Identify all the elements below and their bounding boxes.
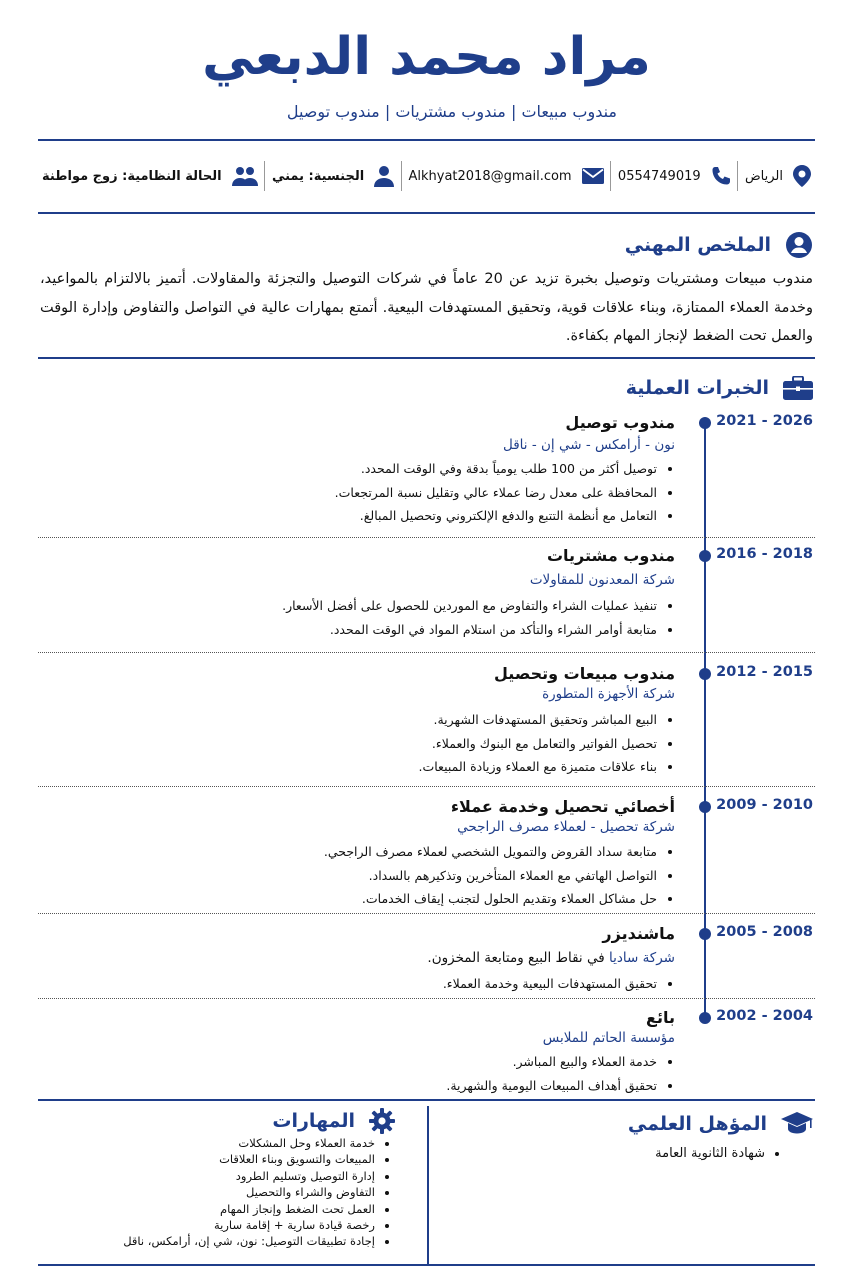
list-item: • بناء علاقات متميزة مع العملاء وزيادة المبيعات.: [419, 755, 658, 779]
footer-rule: [38, 1264, 815, 1266]
job-title: ماشنديزر: [602, 924, 675, 943]
resume-header: [0, 22, 853, 92]
skills-list: [96, 1135, 393, 1250]
column-divider: [427, 1106, 429, 1264]
job-years: 2016 - 2018: [716, 546, 813, 562]
job-bullets: [443, 972, 675, 996]
job-company-detail: في نقاط البيع ومتابعة المخزون.: [427, 950, 609, 966]
list-item: • متابعة سداد القروض والتمويل الشخصي لعملاء مصرف الراجحي.: [324, 840, 657, 864]
list-item: • إدارة التوصيل وتسليم الطرود: [96, 1168, 375, 1184]
contact-marital-status: الحالة النظامية: زوج مواطنة: [38, 166, 262, 186]
job-years: 2002 - 2004: [716, 1008, 813, 1024]
entry-separator: [38, 913, 815, 914]
entry-separator: [38, 786, 815, 787]
summary-rule: [38, 357, 815, 359]
job-bullets: [282, 594, 675, 641]
job-years: 2009 - 2010: [716, 797, 813, 813]
contact-divider: [610, 161, 611, 191]
job-bullets: [324, 840, 675, 911]
list-item: • خدمة العملاء والبيع المباشر.: [446, 1050, 657, 1074]
summary-text: مندوب مبيعات ومشتريات وتوصيل بخبرة تزيد عن 20 عاماً في شركات التوصيل والتجزئة والمقاولات. أتميز بالالتزام بالمواعيد، وخدمة العملاء الممتازة، وبناء علاقات قوية، وتحقيق المستهدفات البيعية. أتمتع بمهارات عالية في التواصل والتفاوض وإدارة الوقت والعمل تحت الضغط لإنجاز المهام بكفاءة.: [40, 271, 814, 344]
job-title: مندوب مبيعات وتحصيل: [494, 664, 675, 683]
group-icon: [232, 166, 258, 186]
person-icon: [374, 165, 394, 187]
list-item: • التفاوض والشراء والتحصيل: [96, 1184, 375, 1200]
experience-rule: [38, 1099, 815, 1101]
briefcase-icon: [783, 376, 813, 400]
timeline-dot: [699, 668, 711, 680]
list-item: • تحصيل الفواتير والتعامل مع البنوك والعملاء.: [419, 732, 658, 756]
list-item: • التعامل مع أنظمة التتبع والدفع الإلكتروني وتحصيل المبالغ.: [335, 504, 657, 528]
envelope-icon: [582, 168, 604, 184]
list-item: • توصيل أكثر من 100 طلب يومياً بدقة وفي الوقت المحدد.: [335, 457, 657, 481]
job-company: نون - أرامكس - شي إن - ناقل: [503, 437, 675, 453]
list-item: • خدمة العملاء وحل المشكلات: [96, 1135, 375, 1151]
list-item: • متابعة أوامر الشراء والتأكد من استلام المواد في الوقت المحدد.: [282, 618, 657, 642]
list-item: • رخصة قيادة سارية + إقامة سارية: [96, 1217, 375, 1233]
job-company: شركة تحصيل - لعملاء مصرف الراجحي: [457, 819, 675, 835]
job-bullets: [335, 457, 675, 528]
contact-bar: [38, 156, 815, 196]
list-item: • البيع المباشر وتحقيق المستهدفات الشهرية.: [419, 708, 658, 732]
job-company: شركة ساديا: [608, 950, 675, 966]
timeline-dot: [699, 417, 711, 429]
user-circle-icon: [785, 231, 813, 259]
job-company: شركة المعدنون للمقاولات: [529, 572, 675, 588]
timeline-dot: [699, 801, 711, 813]
list-item: • حل مشاكل العملاء وتقديم الحلول لتجنب إيقاف الخدمات.: [324, 887, 657, 911]
phone-icon: [711, 166, 731, 186]
entry-separator: [38, 652, 815, 653]
contact-phone: 0554749019: [614, 166, 735, 186]
list-item: • شهادة الثانوية العامة: [655, 1146, 765, 1161]
job-company-line: [427, 950, 675, 966]
entry-separator: [38, 998, 815, 999]
list-item: • المبيعات والتسويق وبناء العلاقات: [96, 1151, 375, 1167]
job-company: شركة الأجهزة المتطورة: [542, 686, 675, 702]
list-item: • تحقيق أهداف المبيعات اليومية والشهرية.: [446, 1074, 657, 1098]
job-bullets: [419, 708, 676, 779]
timeline-dot: [699, 1012, 711, 1024]
list-item: • تنفيذ عمليات الشراء والتفاوض مع الموردين للحصول على أفضل الأسعار.: [282, 594, 657, 618]
contact-divider: [737, 161, 738, 191]
graduation-cap-icon: [781, 1112, 813, 1136]
contact-location: الرياض: [741, 165, 815, 187]
job-title: أخصائي تحصيل وخدمة عملاء: [450, 797, 675, 816]
summary-heading: الملخص المهني: [625, 231, 813, 259]
location-pin-icon: [793, 165, 811, 187]
list-item: • تحقيق المستهدفات البيعية وخدمة العملاء.: [443, 972, 657, 996]
contact-rule: [38, 212, 815, 214]
candidate-name: مراد محمد الدبعي: [202, 27, 651, 87]
gear-icon: [369, 1108, 395, 1134]
contact-email: Alkhyat2018@gmail.com: [404, 168, 607, 184]
job-title: مندوب مشتريات: [546, 546, 675, 565]
education-heading: المؤهل العلمي: [628, 1112, 813, 1136]
header-rule: [38, 139, 815, 141]
skills-heading: المهارات: [272, 1108, 395, 1134]
job-years: 2005 - 2008: [716, 924, 813, 940]
contact-divider: [264, 161, 265, 191]
list-item: • العمل تحت الضغط وإنجاز المهام: [96, 1201, 375, 1217]
experience-heading: الخبرات العملية: [626, 376, 813, 400]
list-item: • إجادة تطبيقات التوصيل: نون، شي إن، أرامكس، ناقل: [96, 1233, 375, 1249]
job-years: 2021 - 2026: [716, 413, 813, 429]
job-company: مؤسسة الحاتم للملابس: [542, 1030, 675, 1046]
job-title: مندوب توصيل: [565, 413, 675, 432]
job-title: بائع: [646, 1008, 675, 1027]
job-bullets: [446, 1050, 675, 1097]
candidate-roles: مندوب مبيعات | مندوب مشتريات | مندوب توصيل: [286, 102, 617, 121]
timeline-dot: [699, 928, 711, 940]
job-years: 2012 - 2015: [716, 664, 813, 680]
list-item: • التواصل الهاتفي مع العملاء المتأخرين وتذكيرهم بالسداد.: [324, 864, 657, 888]
contact-divider: [401, 161, 402, 191]
list-item: • المحافظة على معدل رضا عملاء عالي وتقليل نسبة المرتجعات.: [335, 481, 657, 505]
timeline-dot: [699, 550, 711, 562]
contact-nationality: الجنسية: يمني: [268, 165, 398, 187]
education-list: [655, 1146, 783, 1161]
entry-separator: [38, 537, 815, 538]
